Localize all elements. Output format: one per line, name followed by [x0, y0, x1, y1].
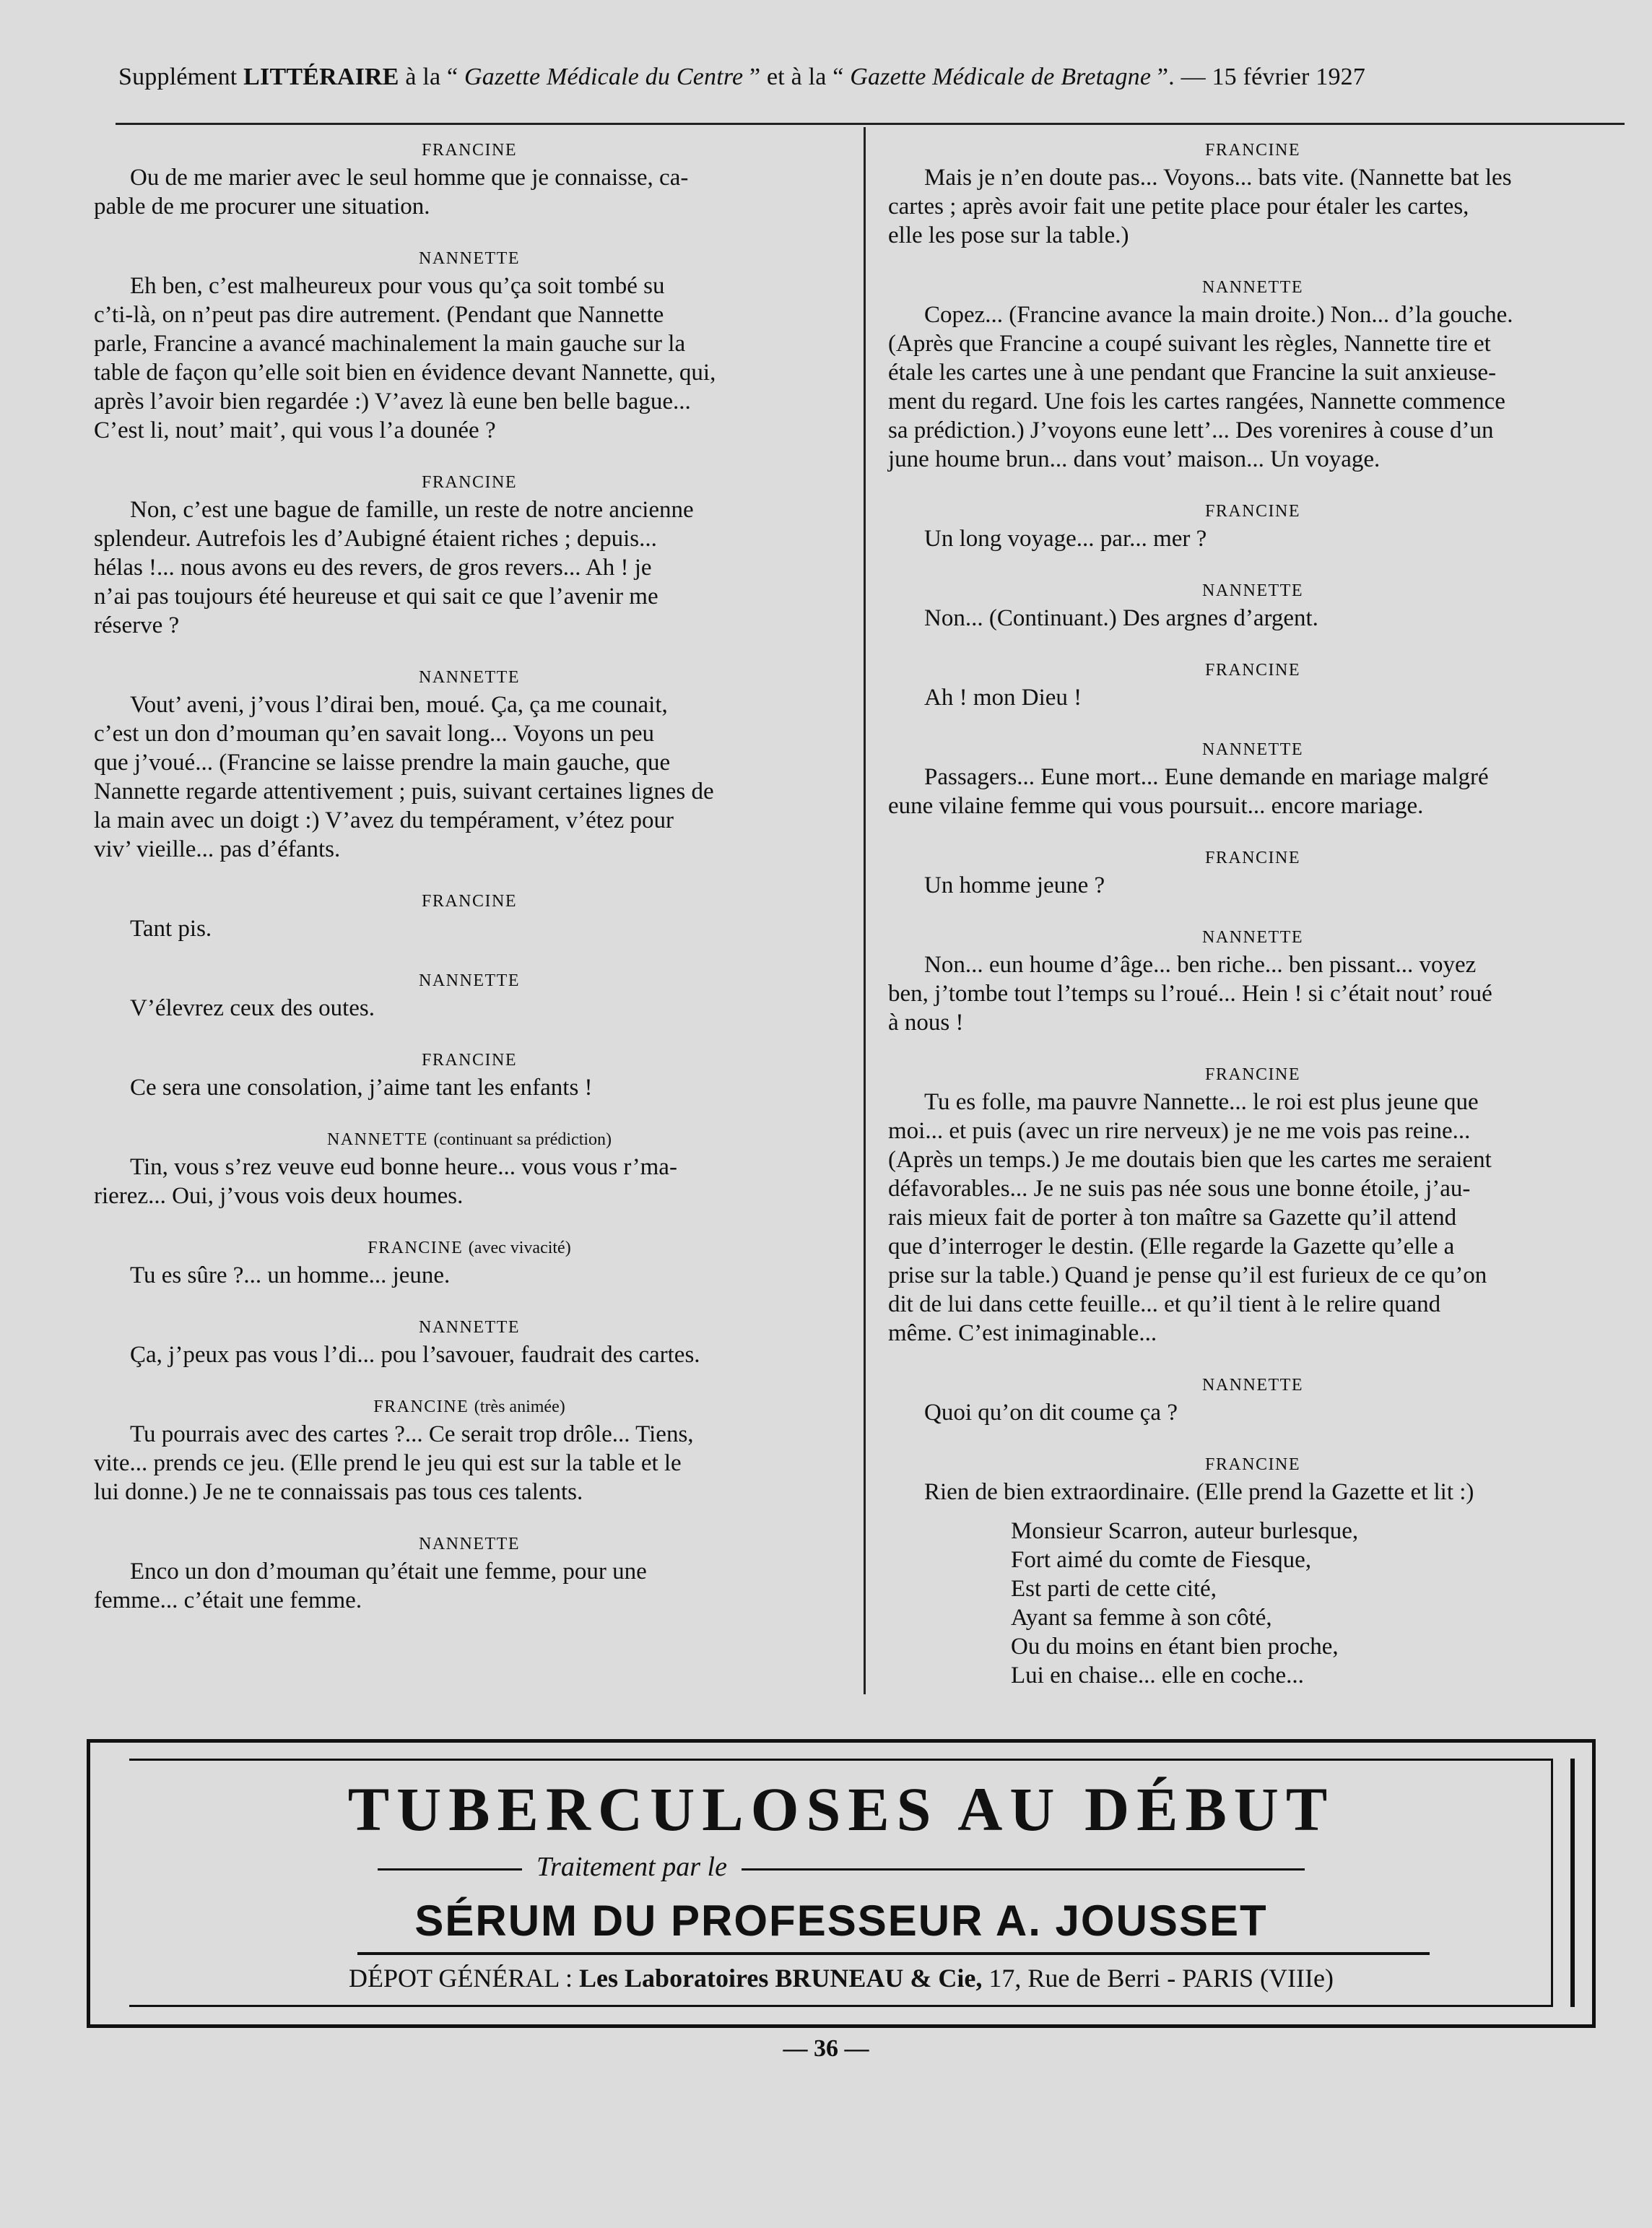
- speech-line: Tu es folle, ma pauvre Nannette... le roi est plus jeune que: [924, 1089, 1479, 1115]
- speech-line: Non... (Continuant.) Des argnes d’argent.: [924, 605, 1318, 631]
- speaker-name: [94, 1047, 845, 1073]
- header-mid1: à la “: [405, 64, 458, 90]
- speech-line: Non... eun houme d’âge... ben riche... ben pissant... voyez: [924, 952, 1477, 978]
- speech-line: défavorables... Je ne suis pas née sous une bonne étoile, j’au-: [888, 1176, 1471, 1202]
- speech-block: [94, 1420, 845, 1507]
- verse-line: Lui en chaise... elle en coche...: [1011, 1663, 1304, 1689]
- speaker-name: [888, 737, 1617, 763]
- speaker-name: [94, 469, 845, 495]
- speech-line: Passagers... Eune mort... Eune demande en mariage malgré: [924, 764, 1489, 790]
- speech-line: parle, Francine a avancé machinalement la main gauche sur la: [94, 331, 686, 357]
- speech-line: Rien de bien extraordinaire. (Elle prend la Gazette et lit :): [924, 1479, 1474, 1505]
- speaker-label: FRANCINE: [373, 1397, 469, 1416]
- page-header: [118, 64, 1620, 91]
- speaker-label: FRANCINE: [1204, 141, 1300, 160]
- speech-line: Tin, vous s’rez veuve eud bonne heure... vous vous r’ma-: [130, 1154, 677, 1180]
- speaker-label: FRANCINE: [1204, 1455, 1300, 1474]
- speech-line: Non, c’est une bague de famille, un reste de notre ancienne: [130, 497, 694, 523]
- speech-line: Tu es sûre ?... un homme... jeune.: [130, 1262, 451, 1288]
- speaker-label: FRANCINE: [368, 1239, 464, 1257]
- speech-block: [94, 1153, 845, 1210]
- speech-line: (Après que Francine a coupé suivant les règles, Nannette tire et: [888, 331, 1491, 357]
- speaker-name: [94, 968, 845, 994]
- speech-block: [94, 1073, 845, 1102]
- ad-depot-address: 17, Rue de Berri - PARIS (VIIIe): [988, 1964, 1334, 1993]
- header-rule: [116, 123, 1625, 125]
- header-litteraire: LITTÉRAIRE: [243, 64, 399, 90]
- speaker-label: NANNETTE: [1202, 928, 1303, 947]
- speech-line: Nannette regarde attentivement ; puis, suivant certaines lignes de: [94, 779, 714, 805]
- speech-line: à nous !: [888, 1010, 964, 1036]
- speaker-label: NANNETTE: [1202, 581, 1303, 600]
- speech-line: ben, j’tombe tout l’temps su l’roué... Hein ! si c’était nout’ roué: [888, 981, 1492, 1007]
- page-number: — 36 —: [783, 2035, 869, 2062]
- speech-line: (Après un temps.) Je me doutais bien que les cartes me seraient: [888, 1147, 1492, 1173]
- speaker-label: NANNETTE: [419, 1535, 520, 1553]
- speech-line: pable de me procurer une situation.: [94, 194, 430, 220]
- speaker-name: [94, 1235, 845, 1261]
- speech-block: [888, 300, 1617, 474]
- speech-line: eune vilaine femme qui vous poursuit... encore mariage.: [888, 793, 1424, 819]
- speaker-name: [94, 137, 845, 163]
- speaker-label: NANNETTE: [419, 668, 520, 687]
- speaker-name: [94, 1394, 845, 1420]
- speech-line: splendeur. Autrefois les d’Aubigné étaient riches ; depuis...: [94, 526, 657, 552]
- right-column: [888, 137, 1617, 1690]
- speech-line: viv’ vieille... pas d’éfants.: [94, 836, 341, 862]
- speech-block: [888, 1088, 1617, 1348]
- speech-block: [94, 272, 845, 445]
- speech-line: Eh ben, c’est malheureux pour vous qu’ça soit tombé su: [130, 273, 665, 299]
- ad-subtitle-rule-right: [742, 1868, 1305, 1871]
- speech-block: [94, 994, 845, 1023]
- stage-note: (avec vivacité): [468, 1239, 571, 1257]
- speaker-label: FRANCINE: [1204, 502, 1300, 521]
- speech-block: [94, 1557, 845, 1615]
- column-divider: [864, 127, 866, 1694]
- speaker-name: [888, 498, 1617, 524]
- verse-line: Ou du moins en étant bien proche,: [1011, 1634, 1339, 1660]
- speaker-label: FRANCINE: [1204, 661, 1300, 680]
- speech-line: Mais je n’en doute pas... Voyons... bats vite. (Nannette bat les: [924, 165, 1512, 191]
- speech-block: [888, 1478, 1617, 1507]
- speech-block: [94, 1340, 845, 1369]
- speaker-label: NANNETTE: [419, 249, 520, 268]
- speaker-name: [888, 1372, 1617, 1398]
- speaker-label: FRANCINE: [421, 141, 517, 160]
- speaker-name: [888, 845, 1617, 871]
- header-date: — 15 février 1927: [1181, 64, 1366, 90]
- speaker-label: FRANCINE: [1204, 1065, 1300, 1084]
- speaker-label: FRANCINE: [421, 1051, 517, 1070]
- speaker-name: [94, 1127, 845, 1153]
- speech-line: Copez... (Francine avance la main droite.) Non... d’la gouche.: [924, 302, 1513, 328]
- ad-depot: [90, 1963, 1592, 1993]
- speech-line: femme... c’était une femme.: [94, 1587, 362, 1613]
- speaker-label: NANNETTE: [419, 1318, 520, 1337]
- speaker-label: NANNETTE: [419, 971, 520, 990]
- speech-line: la main avec un doigt :) V’avez du tempérament, v’étez pour: [94, 807, 674, 833]
- speaker-name: [94, 888, 845, 914]
- header-mid3: ”.: [1157, 64, 1175, 90]
- speech-line: elle les pose sur la table.): [888, 222, 1129, 248]
- speaker-name: [94, 664, 845, 690]
- speech-block: [888, 163, 1617, 250]
- speaker-name: [888, 1062, 1617, 1088]
- speech-block: [888, 683, 1617, 712]
- speaker-name: [94, 1531, 845, 1557]
- speech-line: que j’voué... (Francine se laisse prendre la main gauche, que: [94, 750, 671, 776]
- ad-subtitle: [90, 1851, 1592, 1883]
- verse-line: Monsieur Scarron, auteur burlesque,: [1011, 1518, 1359, 1544]
- speech-block: [888, 604, 1617, 633]
- speech-block: [94, 914, 845, 943]
- header-gazette-bretagne: Gazette Médicale de Bretagne: [850, 64, 1152, 90]
- speaker-name: [888, 578, 1617, 604]
- speaker-name: [888, 274, 1617, 300]
- speaker-label: NANNETTE: [326, 1130, 428, 1149]
- speaker-name: [888, 657, 1617, 683]
- speech-block: [888, 1398, 1617, 1427]
- speaker-name: [94, 246, 845, 272]
- verse-line: Ayant sa femme à son côté,: [1011, 1605, 1272, 1631]
- speech-line: cartes ; après avoir fait une petite place pour étaler les cartes,: [888, 194, 1469, 220]
- speech-line: moi... et puis (avec un rire nerveux) je ne me vois pas reine...: [888, 1118, 1471, 1144]
- ad-depot-name: Les Laboratoires BRUNEAU & Cie,: [579, 1964, 983, 1993]
- speech-line: rierez... Oui, j’vous vois deux houmes.: [94, 1183, 464, 1209]
- speech-line: prise sur la table.) Quand je pense qu’il est furieux de ce qu’on: [888, 1262, 1487, 1288]
- speaker-name: [94, 1314, 845, 1340]
- verse-line: Est parti de cette cité,: [1011, 1576, 1217, 1602]
- speaker-label: NANNETTE: [1202, 740, 1303, 759]
- speech-line: Ça, j’peux pas vous l’di... pou l’savouer, faudrait des cartes.: [130, 1342, 700, 1368]
- speech-line: V’élevrez ceux des outes.: [130, 995, 375, 1021]
- speech-block: [888, 950, 1617, 1037]
- speech-line: Un homme jeune ?: [924, 872, 1105, 898]
- speech-line: même. C’est inimaginable...: [888, 1320, 1157, 1346]
- speech-line: Tant pis.: [130, 916, 212, 942]
- speech-line: ment du regard. Une fois les cartes rangées, Nannette commence: [888, 389, 1505, 415]
- left-column: [94, 137, 845, 1639]
- speech-block: [94, 163, 845, 221]
- speaker-name: [888, 1452, 1617, 1478]
- speech-line: c’ti-là, on n’peut pas dire autrement. (Pendant que Nannette: [94, 302, 664, 328]
- speech-line: après l’avoir bien regardée :) V’avez là eune ben belle bague...: [94, 389, 691, 415]
- verse-line: Fort aimé du comte de Fiesque,: [1011, 1547, 1312, 1573]
- speech-line: hélas !... nous avons eu des revers, de gros revers... Ah ! je: [94, 555, 652, 581]
- ad-depot-label: DÉPOT GÉNÉRAL :: [349, 1964, 573, 1993]
- speech-line: Tu pourrais avec des cartes ?... Ce serait trop drôle... Tiens,: [130, 1421, 694, 1447]
- speech-line: sa prédiction.) J’voyons eune lett’... Des vorenires à couse d’un: [888, 417, 1494, 443]
- speech-line: june houme brun... dans vout’ maison... Un voyage.: [888, 446, 1381, 472]
- speech-line: Vout’ aveni, j’vous l’dirai ben, moué. Ça, ça me counait,: [130, 692, 668, 718]
- header-mid2: ” et à la “: [749, 64, 844, 90]
- speech-block: [94, 1261, 845, 1290]
- speaker-label: FRANCINE: [1204, 849, 1300, 867]
- header-prefix: Supplément: [118, 64, 238, 90]
- speech-line: réserve ?: [94, 612, 180, 638]
- speech-line: n’ai pas toujours été heureuse et qui sait ce que l’avenir me: [94, 584, 658, 610]
- speech-line: Enco un don d’mouman qu’était une femme, pour une: [130, 1559, 647, 1585]
- speaker-label: FRANCINE: [421, 473, 517, 492]
- speech-line: que d’interroger le destin. (Elle regarde la Gazette qu’elle a: [888, 1234, 1455, 1260]
- stage-note: (continuant sa prédiction): [433, 1130, 612, 1149]
- advertisement: [87, 1739, 1596, 2028]
- speech-line: C’est li, nout’ mait’, qui vous l’a dounée ?: [94, 417, 496, 443]
- ad-title: TUBERCULOSES AU DÉBUT: [347, 1774, 1335, 1844]
- speech-line: Un long voyage... par... mer ?: [924, 526, 1207, 552]
- speech-block: [94, 495, 845, 640]
- speaker-label: FRANCINE: [421, 892, 517, 911]
- speech-block: [94, 690, 845, 864]
- speech-line: Quoi qu’on dit coume ça ?: [924, 1400, 1178, 1426]
- speech-line: étale les cartes une à une pendant que Francine la suit anxieuse-: [888, 360, 1497, 386]
- speech-line: Ou de me marier avec le seul homme que je connaisse, ca-: [130, 165, 689, 191]
- speech-block: [888, 763, 1617, 820]
- speech-line: table de façon qu’elle soit bien en évidence devant Nannette, qui,: [94, 360, 716, 386]
- speech-line: lui donne.) Je ne te connaissais pas tous ces talents.: [94, 1479, 583, 1505]
- ad-serum: SÉRUM DU PROFESSEUR A. JOUSSET: [414, 1897, 1268, 1945]
- ad-subtitle-text: Traitement par le: [536, 1852, 727, 1882]
- speech-line: Ah ! mon Dieu !: [924, 685, 1082, 711]
- speech-line: vite... prends ce jeu. (Elle prend le jeu qui est sur la table et le: [94, 1450, 682, 1476]
- speech-line: dit de lui dans cette feuille... et qu’il tient à le relire quand: [888, 1291, 1441, 1317]
- ad-subtitle-rule-left: [378, 1868, 522, 1871]
- speech-block: [888, 871, 1617, 900]
- ad-serum-rule: [357, 1952, 1430, 1955]
- header-gazette-centre: Gazette Médicale du Centre: [464, 64, 744, 90]
- speech-block: [888, 524, 1617, 553]
- stage-note: (très animée): [474, 1397, 565, 1416]
- speaker-name: [888, 137, 1617, 163]
- speech-line: rais mieux fait de porter à ton maître sa Gazette qu’il attend: [888, 1205, 1457, 1231]
- speaker-name: [888, 924, 1617, 950]
- verse-block: [888, 1517, 1617, 1690]
- speaker-label: NANNETTE: [1202, 1376, 1303, 1395]
- speech-line: c’est un don d’mouman qu’en savait long... Voyons un peu: [94, 721, 655, 747]
- speaker-label: NANNETTE: [1202, 278, 1303, 297]
- speech-line: Ce sera une consolation, j’aime tant les enfants !: [130, 1075, 593, 1101]
